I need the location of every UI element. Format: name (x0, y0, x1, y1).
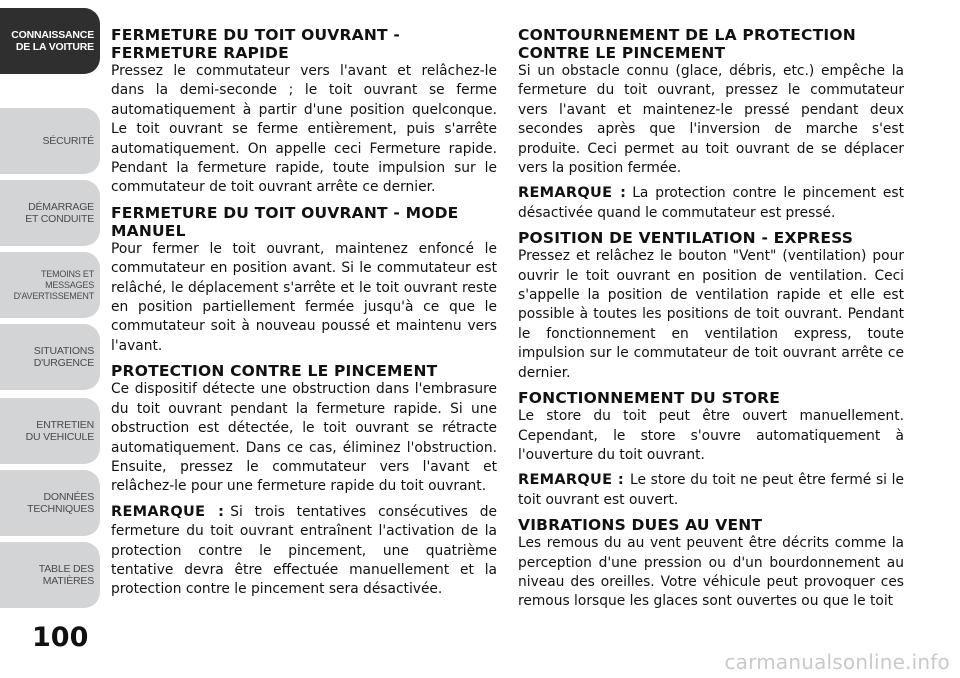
tab-temoins-et-messages[interactable] (0, 252, 100, 318)
remark-paragraph (111, 503, 497, 600)
section-store (518, 389, 904, 465)
tab-label: DONNÉES TECHNIQUES (27, 491, 94, 515)
section-heading: VIBRATIONS DUES AU VENT (518, 516, 763, 535)
tab-label: ENTRETIEN DU VEHICULE (25, 419, 94, 443)
section-ventilation-express (518, 229, 904, 383)
remark-paragraph (518, 184, 904, 223)
section-body: Ce dispositif détecte une obstruction dans l'embrasure du toit ouvrant pendant la fermeture rapide. Si une obstruction est détectée, le toit ouvrant se rétracte automatiquement. Dans ce cas, éliminez l'obstruction. Ensuite, pressez le commutateur vers l'avant et relâchez-le pour une fermeture rapide du toit ouvrant. (111, 381, 497, 495)
section-heading: POSITION DE VENTILATION - EXPRESS (518, 229, 854, 248)
section-heading: PROTECTION CONTRE LE PINCEMENT (111, 362, 438, 381)
section-protection-pincement (111, 362, 497, 496)
page-number: 100 (32, 622, 89, 653)
tab-label: SITUATIONS D'URGENCE (33, 345, 94, 369)
section-vibrations-vent (518, 516, 904, 612)
watermark: carmanualsonline.info (724, 650, 950, 674)
tab-connaissance-de-la-voiture[interactable] (0, 8, 100, 74)
tab-demarrage-et-conduite[interactable] (0, 180, 100, 246)
tab-label: TABLE DES MATIÈRES (38, 563, 94, 587)
section-body: Pressez le commutateur vers l'avant et relâchez-le dans la demi-seconde ; le toit ouvrant se ferme automatiquement à partir d'une position quelconque. Le toit ouvrant se ferme entièrement, puis s'arrête automatiquement. On appelle ceci Fermeture rapide. Pendant la fermeture rapide, toute impulsion sur le commutateur de toit ouvrant arrête ce dernier. (111, 63, 497, 196)
tab-table-des-matieres[interactable] (0, 542, 100, 608)
section-body: Le store du toit peut être ouvert manuellement. Cependant, le store s'ouvre automatiquement à l'ouverture du toit ouvrant. (518, 408, 904, 463)
remark-text: Le store du toit ne peut être fermé si le toit ouvrant est ouvert. (518, 472, 904, 508)
remark-paragraph (518, 471, 904, 510)
remark-text: Si trois tentatives consécutives de fermeture du toit ouvrant entraînent l'activation de la protection contre le pincement, une quatrième tentative devra être effectuée manuellement et la protection contre le pincement sera désactivée. (111, 503, 497, 598)
remark-label: REMARQUE : (518, 472, 625, 489)
section-fermeture-rapide (111, 26, 497, 198)
tab-label: SÉCURITÉ (42, 135, 94, 147)
tab-label: TEMOINS ET MESSAGES D'AVERTISSEMENT (13, 268, 94, 301)
remark-label: REMARQUE : (518, 185, 627, 202)
tab-label: CONNAISSANCE DE LA VOITURE (11, 29, 94, 53)
right-column (518, 26, 904, 618)
section-heading: CONTOURNEMENT DE LA PROTECTION CONTRE LE PINCEMENT (518, 26, 856, 62)
tab-donnees-techniques[interactable] (0, 470, 100, 536)
section-body: Si un obstacle connu (glace, débris, etc.) empêche la fermeture du toit ouvrant, pressez le commutateur vers l'avant et maintenez-le pressé pendant deux secondes après que l'inversion de marche s'est produite. Ceci permet au toit ouvrant de se déplacer vers la position fermée. (518, 63, 904, 177)
section-contournement (518, 26, 904, 178)
tab-situations-d-urgence[interactable] (0, 324, 100, 390)
section-body: Les remous du au vent peuvent être décrits comme la perception d'une pression ou d'un bourdonnement au niveau des oreilles. Votre véhicule peut provoquer ces remous lorsque les glaces sont ouvertes ou que le toit (518, 535, 904, 610)
left-column (111, 26, 497, 606)
tab-entretien-du-vehicule[interactable] (0, 398, 100, 464)
tab-label: DÉMARRAGE ET CONDUITE (25, 201, 94, 225)
remark-label: REMARQUE : (111, 503, 225, 520)
section-body: Pour fermer le toit ouvrant, maintenez enfoncé le commutateur en position avant. Si le commutateur est relâché, le déplacement s'arrête et le toit ouvrant reste en position partiellement fermée jusqu'à ce que le commutateur soit à nouveau poussé et maintenu vers l'avant. (111, 240, 497, 354)
section-mode-manuel (111, 204, 497, 356)
section-heading: FERMETURE DU TOIT OUVRANT - MODE MANUEL (111, 203, 459, 240)
section-body: Pressez et relâchez le bouton "Vent" (ventilation) pour ouvrir le toit ouvrant en position de ventilation. Ceci s'appelle la position de ventilation rapide et elle est possible à toutes les positions de toit ouvrant. Pendant le fonctionnement en ventilation express, toute impulsion sur le commutateur de toit ouvrant arrête ce dernier. (518, 248, 904, 381)
section-heading: FERMETURE DU TOIT OUVRANT - FERMETURE RAPIDE (111, 26, 401, 62)
tab-securite[interactable] (0, 108, 100, 174)
chapter-tabs (0, 0, 104, 678)
remark-text: La protection contre le pincement est désactivée quand le commutateur est pressé. (518, 185, 904, 221)
section-heading: FONCTIONNEMENT DU STORE (518, 389, 780, 408)
